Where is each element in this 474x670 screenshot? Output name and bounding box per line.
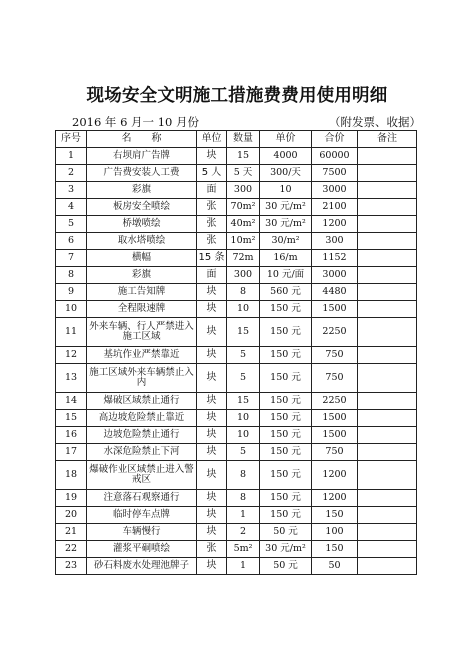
cell-remark (358, 284, 417, 301)
cell-name: 爆破区域禁止通行 (87, 393, 197, 410)
cell-total: 300 (312, 233, 358, 250)
cell-qty: 1 (227, 558, 260, 575)
cell-no: 15 (56, 410, 87, 427)
cell-name: 外来车辆、行人严禁进入施工区域 (87, 318, 197, 347)
cell-remark (358, 199, 417, 216)
cell-remark (358, 490, 417, 507)
header-total: 合价 (312, 131, 358, 148)
table-row (56, 364, 417, 393)
cell-no: 9 (56, 284, 87, 301)
cell-total: 750 (312, 444, 358, 461)
table-row (56, 284, 417, 301)
cell-remark (358, 507, 417, 524)
cell-qty: 15 (227, 148, 260, 165)
cell-unit: 块 (197, 461, 227, 490)
cell-price: 150 元 (260, 490, 312, 507)
cell-no: 21 (56, 524, 87, 541)
table-row (56, 165, 417, 182)
header-qty: 数量 (227, 131, 260, 148)
cell-total: 750 (312, 347, 358, 364)
cell-qty: 10m² (227, 233, 260, 250)
cell-qty: 1 (227, 507, 260, 524)
table-header-row (56, 131, 417, 148)
cell-no: 5 (56, 216, 87, 233)
cell-total: 4480 (312, 284, 358, 301)
header-no: 序号 (56, 131, 87, 148)
cell-no: 14 (56, 393, 87, 410)
cell-unit: 张 (197, 199, 227, 216)
cell-total: 1500 (312, 427, 358, 444)
table-row (56, 427, 417, 444)
cell-unit: 块 (197, 490, 227, 507)
cell-no: 17 (56, 444, 87, 461)
cell-price: 50 元 (260, 558, 312, 575)
cell-total: 150 (312, 507, 358, 524)
cell-no: 22 (56, 541, 87, 558)
cell-qty: 72m (227, 250, 260, 267)
cell-name: 高边坡危险禁止靠近 (87, 410, 197, 427)
document-title: 现场安全文明施工措施费费用使用明细 (86, 86, 388, 106)
cell-unit: 块 (197, 393, 227, 410)
table-row (56, 182, 417, 199)
cell-price: 10 (260, 182, 312, 199)
cell-remark (358, 267, 417, 284)
cell-name: 爆破作业区域禁止进入警戒区 (87, 461, 197, 490)
cell-qty: 300 (227, 267, 260, 284)
cell-name: 板房安全喷绘 (87, 199, 197, 216)
cell-total: 1152 (312, 250, 358, 267)
cell-price: 10 元/面 (260, 267, 312, 284)
table-row (56, 216, 417, 233)
expense-table (55, 130, 417, 575)
cell-name: 横幅 (87, 250, 197, 267)
cell-name: 车辆慢行 (87, 524, 197, 541)
table-row (56, 558, 417, 575)
cell-remark (358, 165, 417, 182)
cell-qty: 15 (227, 318, 260, 347)
cell-price: 16/m (260, 250, 312, 267)
cell-price: 150 元 (260, 318, 312, 347)
cell-total: 2100 (312, 199, 358, 216)
cell-no: 8 (56, 267, 87, 284)
cell-price: 150 元 (260, 427, 312, 444)
cell-price: 150 元 (260, 364, 312, 393)
cell-remark (358, 233, 417, 250)
cell-qty: 300 (227, 182, 260, 199)
cell-remark (358, 524, 417, 541)
cell-unit: 块 (197, 364, 227, 393)
cell-total: 750 (312, 364, 358, 393)
table-row (56, 444, 417, 461)
table-row (56, 410, 417, 427)
header-name: 名 称 (87, 131, 197, 148)
cell-price: 300/天 (260, 165, 312, 182)
table-row (56, 148, 417, 165)
cell-name: 彩旗 (87, 267, 197, 284)
cell-name: 水深危险禁止下河 (87, 444, 197, 461)
table-row (56, 461, 417, 490)
cell-unit: 块 (197, 148, 227, 165)
cell-qty: 70m² (227, 199, 260, 216)
cell-name: 施工告知牌 (87, 284, 197, 301)
cell-name: 彩旗 (87, 182, 197, 199)
cell-qty: 10 (227, 301, 260, 318)
cell-name: 临时停车点牌 (87, 507, 197, 524)
cell-name: 注意落石观察通行 (87, 490, 197, 507)
cell-unit: 面 (197, 182, 227, 199)
cell-qty: 8 (227, 284, 260, 301)
table-row (56, 199, 417, 216)
cell-name: 砂石料废水处理池牌子 (87, 558, 197, 575)
cell-no: 16 (56, 427, 87, 444)
cell-no: 12 (56, 347, 87, 364)
cell-qty: 10 (227, 427, 260, 444)
cell-total: 3000 (312, 267, 358, 284)
cell-qty: 5m² (227, 541, 260, 558)
table-row (56, 267, 417, 284)
cell-price: 560 元 (260, 284, 312, 301)
cell-remark (358, 216, 417, 233)
cell-qty: 40m² (227, 216, 260, 233)
cell-remark (358, 410, 417, 427)
cell-remark (358, 301, 417, 318)
cell-remark (358, 558, 417, 575)
cell-no: 11 (56, 318, 87, 347)
cell-total: 2250 (312, 318, 358, 347)
cell-unit: 张 (197, 233, 227, 250)
cell-no: 10 (56, 301, 87, 318)
table-row (56, 347, 417, 364)
cell-unit: 块 (197, 410, 227, 427)
table-row (56, 318, 417, 347)
cell-unit: 块 (197, 524, 227, 541)
cell-remark (358, 182, 417, 199)
cell-total: 150 (312, 541, 358, 558)
cell-total: 100 (312, 524, 358, 541)
cell-total: 50 (312, 558, 358, 575)
cell-unit: 块 (197, 284, 227, 301)
header-price: 单价 (260, 131, 312, 148)
cell-unit: 块 (197, 427, 227, 444)
cell-name: 右坝肩广告牌 (87, 148, 197, 165)
cell-price: 30 元/m² (260, 199, 312, 216)
table-row (56, 490, 417, 507)
cell-remark (358, 364, 417, 393)
cell-total: 1200 (312, 216, 358, 233)
cell-unit: 块 (197, 318, 227, 347)
cell-name: 基坑作业严禁靠近 (87, 347, 197, 364)
cell-no: 23 (56, 558, 87, 575)
table-row (56, 524, 417, 541)
cell-no: 3 (56, 182, 87, 199)
cell-total: 7500 (312, 165, 358, 182)
cell-unit: 块 (197, 347, 227, 364)
cell-name: 灌浆平硐喷绘 (87, 541, 197, 558)
table-row (56, 393, 417, 410)
table-row (56, 233, 417, 250)
cell-qty: 2 (227, 524, 260, 541)
cell-price: 4000 (260, 148, 312, 165)
cell-price: 150 元 (260, 507, 312, 524)
cell-price: 150 元 (260, 347, 312, 364)
cell-unit: 块 (197, 301, 227, 318)
cell-qty: 8 (227, 490, 260, 507)
date-range: 2016 年 6 月一 10 月份 (72, 115, 199, 129)
cell-unit: 5 人 (197, 165, 227, 182)
cell-total: 1500 (312, 410, 358, 427)
cell-no: 2 (56, 165, 87, 182)
cell-unit: 块 (197, 444, 227, 461)
cell-no: 13 (56, 364, 87, 393)
cell-total: 1500 (312, 301, 358, 318)
table-row (56, 541, 417, 558)
cell-price: 30 元/m² (260, 541, 312, 558)
cell-price: 150 元 (260, 393, 312, 410)
cell-qty: 5 (227, 364, 260, 393)
cell-total: 1200 (312, 461, 358, 490)
cell-name: 边坡危险禁止通行 (87, 427, 197, 444)
cell-total: 3000 (312, 182, 358, 199)
cell-qty: 5 天 (227, 165, 260, 182)
cell-unit: 块 (197, 558, 227, 575)
cell-remark (358, 427, 417, 444)
cell-no: 7 (56, 250, 87, 267)
cell-no: 19 (56, 490, 87, 507)
cell-unit: 15 条 (197, 250, 227, 267)
cell-qty: 8 (227, 461, 260, 490)
cell-price: 150 元 (260, 444, 312, 461)
cell-remark (358, 444, 417, 461)
cell-no: 4 (56, 199, 87, 216)
cell-total: 2250 (312, 393, 358, 410)
cell-name: 广告费安装人工费 (87, 165, 197, 182)
cell-total: 60000 (312, 148, 358, 165)
cell-remark (358, 461, 417, 490)
cell-unit: 张 (197, 541, 227, 558)
cell-price: 30 元/m² (260, 216, 312, 233)
cell-no: 6 (56, 233, 87, 250)
cell-total: 1200 (312, 490, 358, 507)
cell-name: 桥墩喷绘 (87, 216, 197, 233)
cell-unit: 面 (197, 267, 227, 284)
cell-name: 取水塔喷绘 (87, 233, 197, 250)
cell-remark (358, 347, 417, 364)
cell-remark (358, 148, 417, 165)
attachment-note: （附发票、收据） (329, 115, 421, 129)
table-row (56, 507, 417, 524)
cell-qty: 5 (227, 444, 260, 461)
cell-no: 18 (56, 461, 87, 490)
cell-unit: 张 (197, 216, 227, 233)
table-row (56, 301, 417, 318)
header-remark: 备注 (358, 131, 417, 148)
cell-no: 1 (56, 148, 87, 165)
header-unit: 单位 (197, 131, 227, 148)
cell-name: 全程限速牌 (87, 301, 197, 318)
table-row (56, 250, 417, 267)
cell-price: 50 元 (260, 524, 312, 541)
cell-remark (358, 393, 417, 410)
cell-name: 施工区域外来车辆禁止入内 (87, 364, 197, 393)
cell-unit: 块 (197, 507, 227, 524)
cell-price: 150 元 (260, 301, 312, 318)
cell-qty: 5 (227, 347, 260, 364)
cell-remark (358, 250, 417, 267)
cell-qty: 15 (227, 393, 260, 410)
cell-remark (358, 318, 417, 347)
cell-price: 150 元 (260, 410, 312, 427)
cell-price: 150 元 (260, 461, 312, 490)
cell-qty: 10 (227, 410, 260, 427)
cell-remark (358, 541, 417, 558)
cell-price: 30/m² (260, 233, 312, 250)
cell-no: 20 (56, 507, 87, 524)
